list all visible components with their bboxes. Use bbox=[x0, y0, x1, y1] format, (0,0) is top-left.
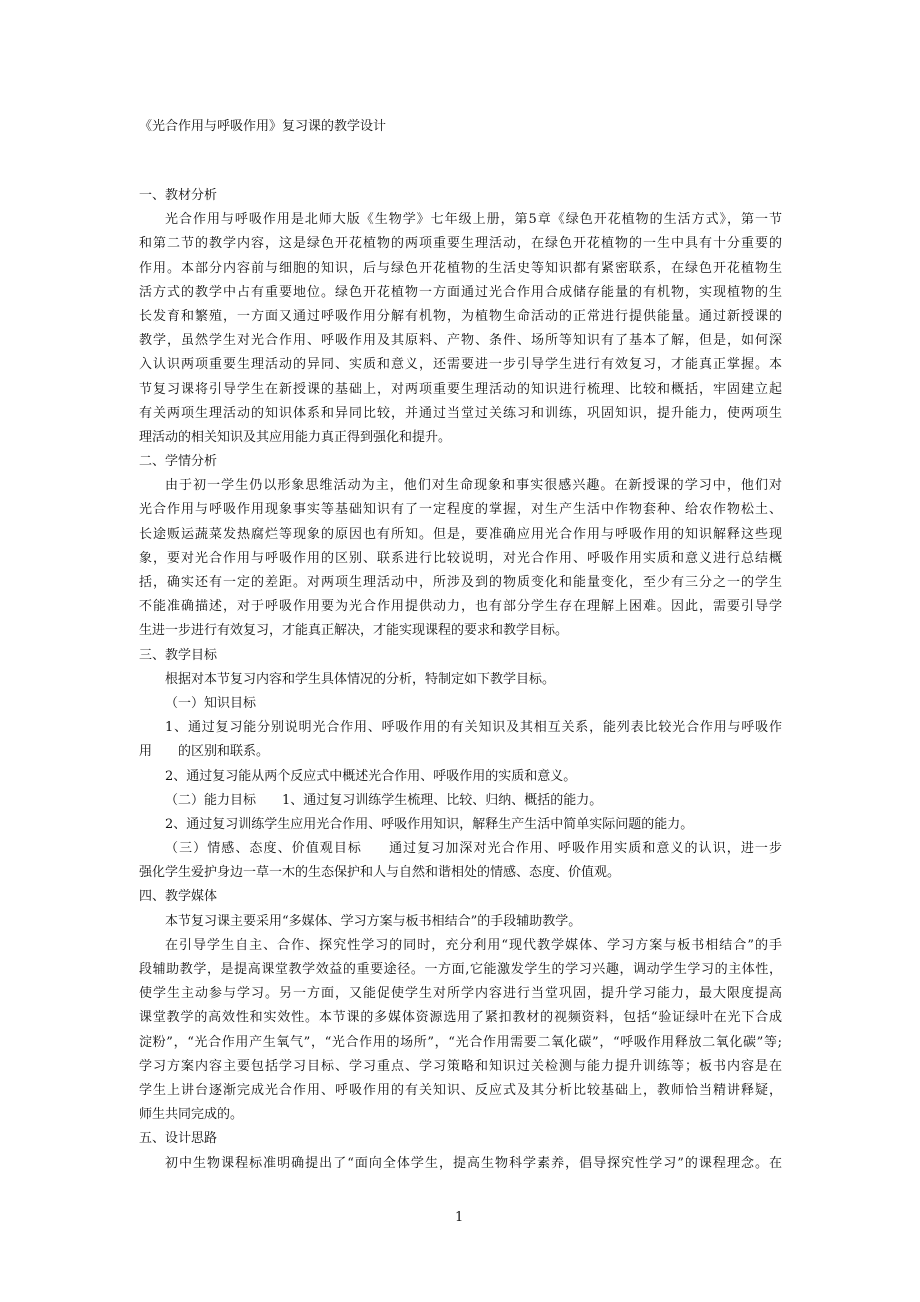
paragraph-line: 象，要对光合作用与呼吸作用的区别、联系进行比较说明，对光合作用、呼吸作用实质和意义进行总结概 bbox=[139, 550, 782, 566]
paragraph-line: 入认识两项重要生理活动的异同、实质和意义，还需要进一步引导学生进行有效复习，才能真正掌握。本 bbox=[139, 357, 782, 373]
goal-item: 2、通过复习训练学生应用光合作用、呼吸作用知识，解释生产生活中简单实际问题的能力。 bbox=[165, 816, 694, 832]
section-heading-design-idea: 五、设计思路 bbox=[139, 1131, 218, 1147]
document-body bbox=[139, 184, 782, 1176]
paragraph-line: 段辅助教学，是提高课堂教学效益的重要途径。一方面,它能激发学生的学习兴趣，调动学生学习的主体性， bbox=[139, 962, 782, 977]
paragraph-line: 活方式的教学中占有重要地位。绿色开花植物一方面通过光合作用合成储存能量的有机物，实现植物的生 bbox=[139, 284, 782, 300]
paragraph-line: 节复习课将引导学生在新授课的基础上，对两项重要生理活动的知识进行梳理、比较和概括，牢固建立起 bbox=[139, 381, 782, 397]
section-heading-textbook-analysis: 一、教材分析 bbox=[139, 188, 218, 203]
paragraph-line: 根据对本节复习内容和学生具体情况的分析，特制定如下教学目标。 bbox=[165, 671, 556, 687]
goal-item-lead: 用 bbox=[139, 744, 153, 760]
goal-item: 2、通过复习能从两个反应式中概述光合作用、呼吸作用的实质和意义。 bbox=[165, 768, 577, 784]
paragraph-line: 学生上讲台逐渐完成光合作用、呼吸作用的有关知识、反应式及其分析比较基础上，教师恰当精讲释疑， bbox=[139, 1082, 782, 1098]
paragraph-line: 括，确实还有一定的差距。对两项生理活动中，所涉及到的物质变化和能量变化，至少有三分之一的学生 bbox=[139, 575, 782, 590]
section-heading-teaching-goals: 三、教学目标 bbox=[139, 647, 218, 663]
paragraph-line: 本节复习课主要采用“多媒体、学习方案与板书相结合”的手段辅助教学。 bbox=[165, 913, 582, 929]
paragraph-line: 在引导学生自主、合作、探究性学习的同时，充分利用“现代教学媒体、学习方案与板书相结合”的手 bbox=[165, 937, 782, 953]
goal-item-continued bbox=[139, 740, 782, 764]
page-number: 1 bbox=[455, 1210, 464, 1225]
goal-item: 通过复习加深对光合作用、呼吸作用实质和意义的认识，进一步 bbox=[388, 841, 782, 857]
paragraph-line: 初中生物课程标准明确提出了“面向全体学生，提高生物科学素养，倡导探究性学习”的课程理念。在 bbox=[165, 1155, 782, 1171]
subheading-knowledge-goals: （一）知识目标 bbox=[165, 695, 257, 711]
paragraph-line: 光合作用与呼吸作用是北师大版《生物学》七年级上册，第5章《绿色开花植物的生活方式》，第一节 bbox=[165, 212, 782, 228]
document-title: 《光合作用与呼吸作用》复习课的教学设计 bbox=[139, 119, 387, 134]
paragraph-line: 使学生主动参与学习。另一方面，又能促使学生对所学内容进行当堂巩固，提升学习能力，最大限度提高 bbox=[139, 986, 782, 1002]
paragraph-line: 不能准确描述，对于呼吸作用要为光合作用提供动力，也有部分学生存在理解上困难。因此，需要引导学 bbox=[139, 599, 782, 615]
ability-goals-line bbox=[139, 789, 782, 813]
paragraph-line: 强化学生爱护身边一草一木的生态保护和人与自然和谐相处的情感、态度、价值观。 bbox=[139, 865, 621, 881]
paragraph-line: 和第二节的教学内容，这是绿色开花植物的两项重要生理活动，在绿色开花植物的一生中具有十分重要的 bbox=[139, 236, 782, 252]
paragraph-line: 师生共同完成的。 bbox=[139, 1107, 244, 1123]
paragraph-line: 生进一步进行有效复习，才能真正解决，才能实现课程的要求和教学目标。 bbox=[139, 623, 569, 639]
goal-item: 1、通过复习能分别说明光合作用、呼吸作用的有关知识及其相互关系，能列表比较光合作用与呼吸作 bbox=[165, 720, 782, 736]
paragraph-line: 作用。本部分内容前与细胞的知识，后与绿色开花植物的生活史等知识都有紧密联系，在绿色开花植物生 bbox=[139, 260, 782, 276]
paragraph-line: 学习方案内容主要包括学习目标、学习重点、学习策略和知识过关检测与能力提升训练等；板书内容是在 bbox=[139, 1058, 782, 1074]
subheading-emotion-goals: （三）情感、态度、价值观目标 bbox=[165, 841, 362, 857]
paragraph-line: 教学，虽然学生对光合作用、呼吸作用及其原料、产物、条件、场所等知识有了基本了解，但是，如何深 bbox=[139, 333, 782, 349]
paragraph-line: 理活动的相关知识及其应用能力真正得到强化和提升。 bbox=[139, 429, 452, 445]
paragraph-line: 光合作用与呼吸作用现象事实等基础知识有了一定程度的掌握，对生产生活中作物套种、给农作物松土、 bbox=[139, 502, 782, 518]
goal-item-text: 的区别和联系。 bbox=[178, 744, 270, 760]
section-heading-teaching-media: 四、教学媒体 bbox=[139, 889, 218, 905]
paragraph-line: 由于初一学生仍以形象思维活动为主，他们对生命现象和事实很感兴趣。在新授课的学习中，他们对 bbox=[165, 478, 782, 494]
paragraph-line: 长发育和繁殖，一方面又通过呼吸作用分解有机物，为植物生命活动的正常进行提供能量。通过新授课的 bbox=[139, 308, 782, 324]
paragraph-line: 有关两项生理活动的知识体系和异同比较，并通过当堂过关练习和训练，巩固知识，提升能力，使两项生 bbox=[139, 405, 782, 421]
goal-item: 1、通过复习训练学生梳理、比较、归纳、概括的能力。 bbox=[282, 792, 603, 808]
subheading-ability-goals: （二）能力目标 bbox=[165, 792, 257, 808]
section-heading-student-analysis: 二、学情分析 bbox=[139, 454, 218, 470]
paragraph-line: 长途贩运蔬菜发热腐烂等现象的原因也有所知。但是，要准确应用光合作用与呼吸作用的知识解释这些现 bbox=[139, 526, 782, 542]
emotion-goals-line bbox=[139, 837, 782, 861]
paragraph-line: 淀粉”，“光合作用产生氧气”，“光合作用的场所”，“光合作用需要二氧化碳”，“呼吸作用释放二氧化碳”等; bbox=[139, 1034, 782, 1050]
paragraph-line: 课堂教学的高效性和实效性。本节课的多媒体资源选用了紧扣教材的视频资料，包括“验证绿叶在光下合成 bbox=[139, 1010, 782, 1026]
